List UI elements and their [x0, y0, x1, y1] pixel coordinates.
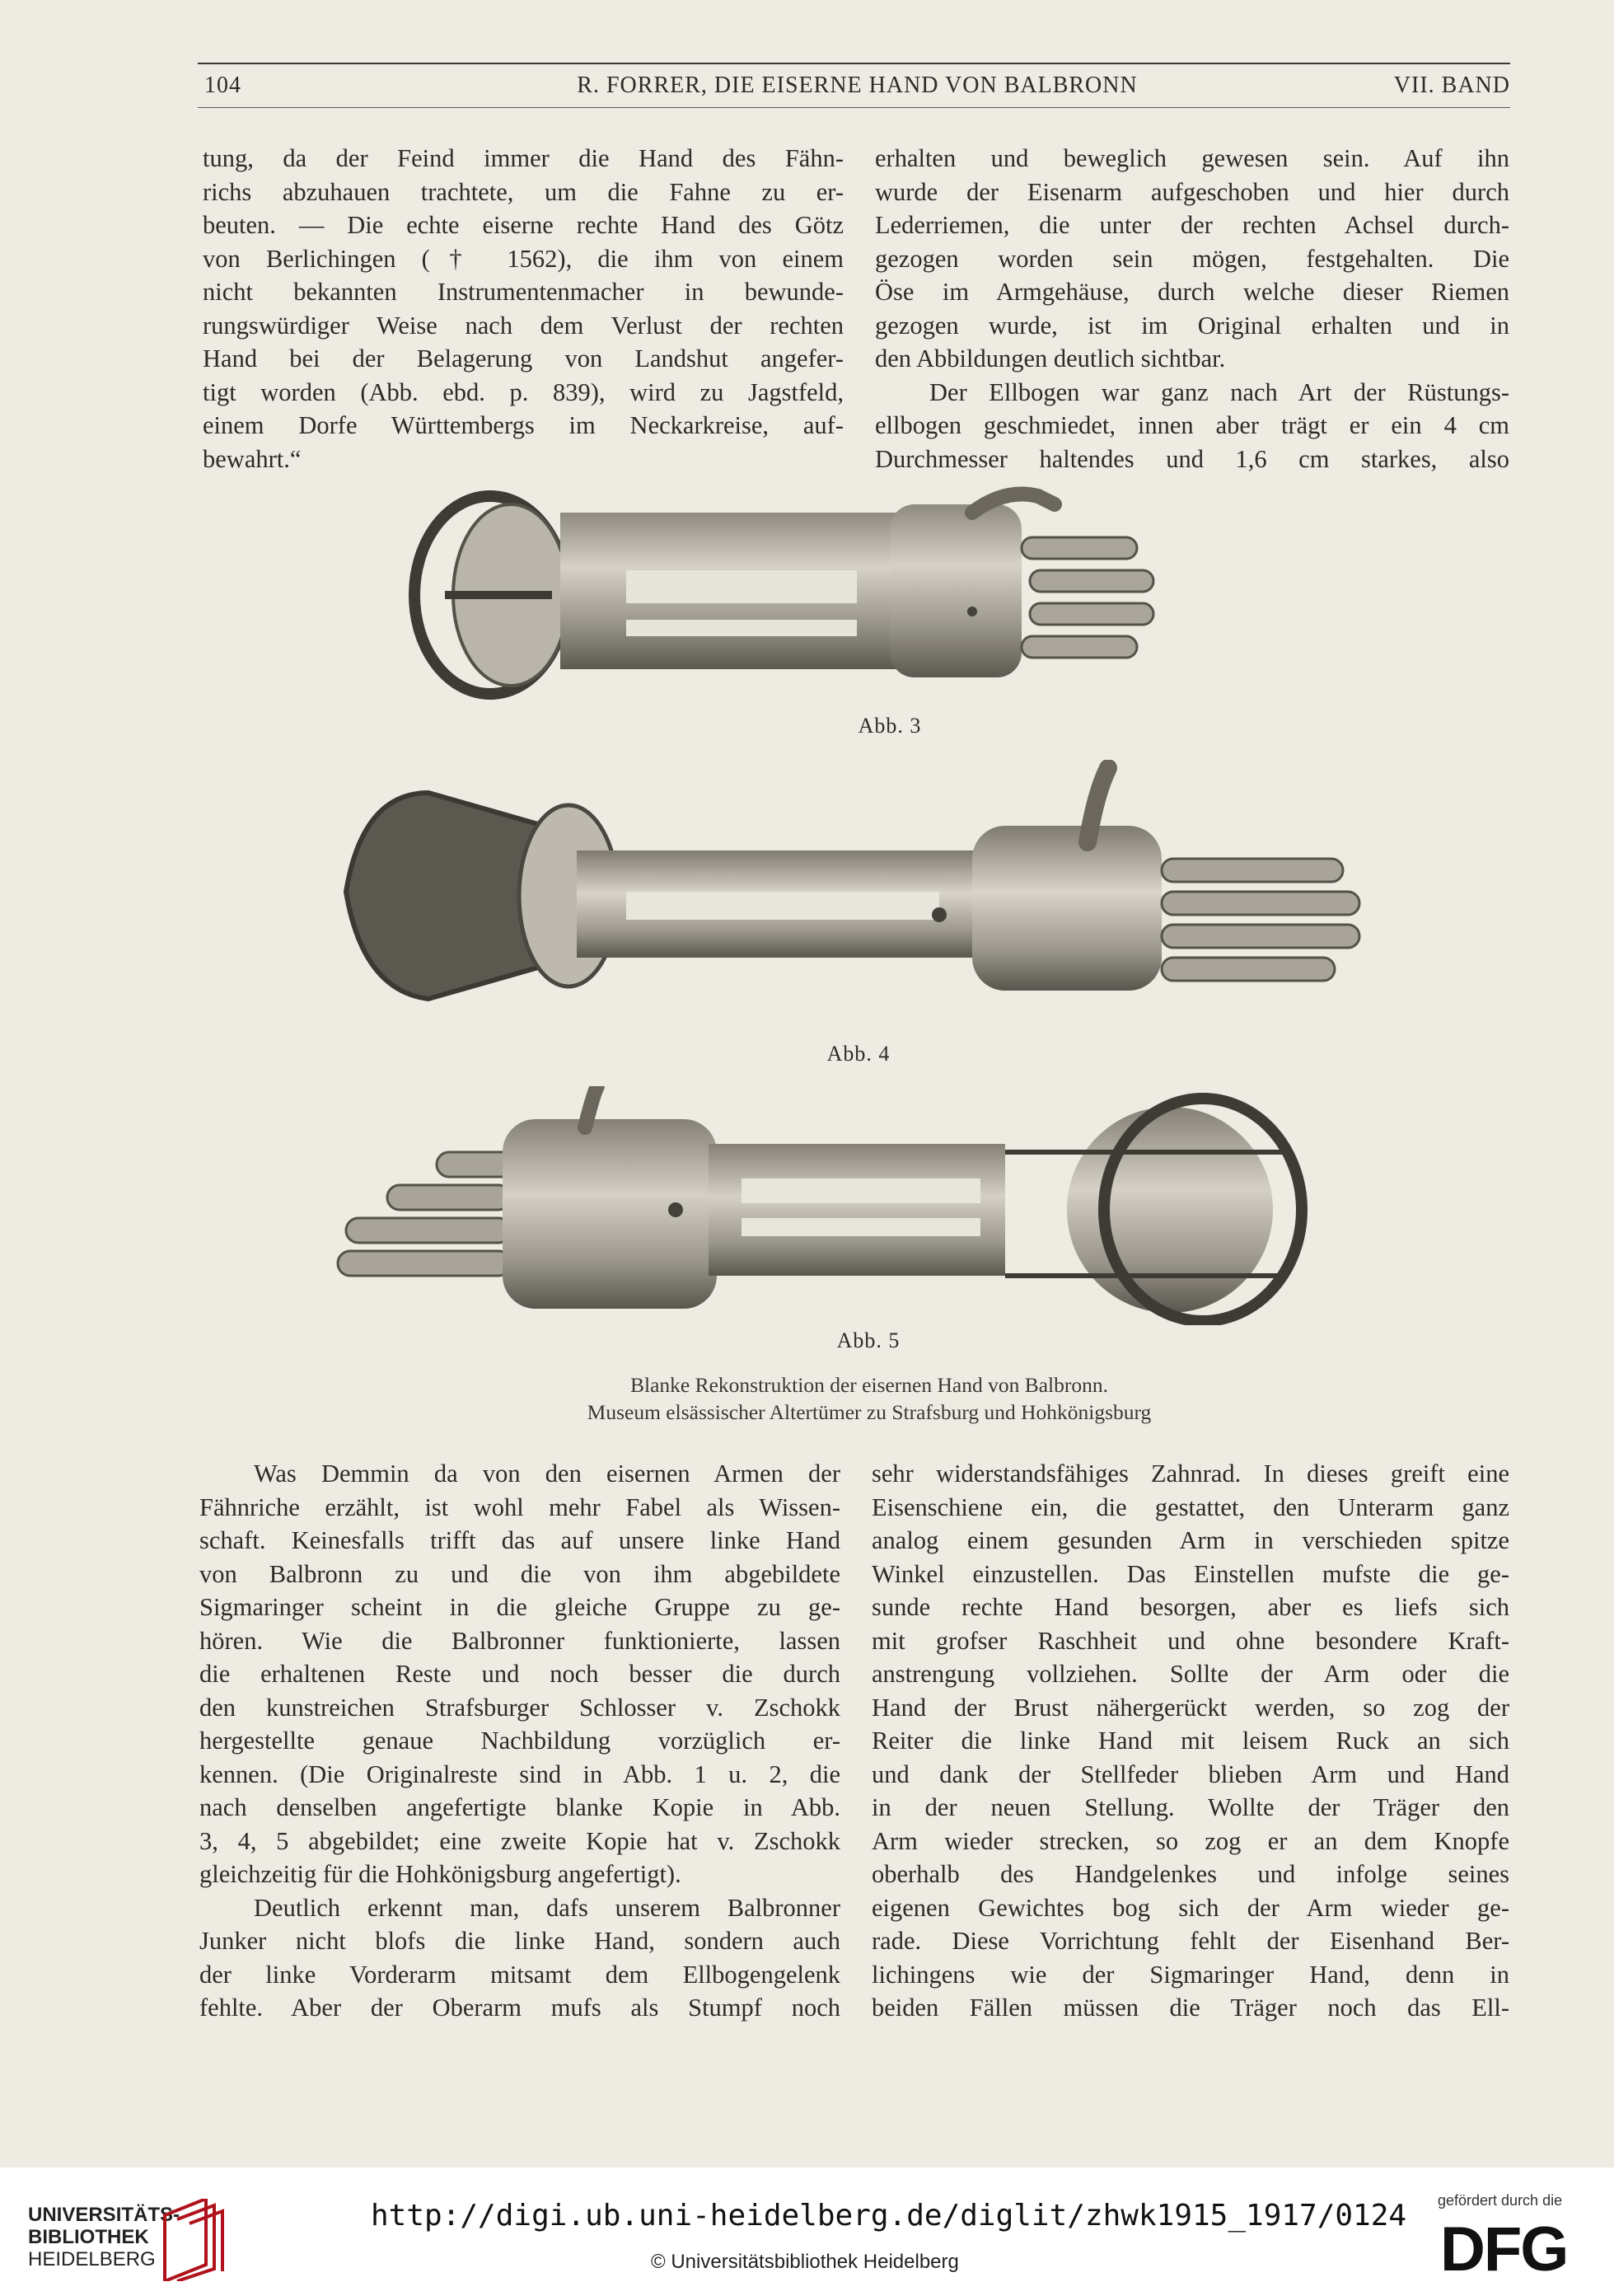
text-line: bewahrt.“	[203, 444, 302, 473]
digitization-footer	[0, 2167, 1614, 2296]
volume-label: VII. BAND	[1393, 73, 1510, 98]
text-line: gleichzeitig für die Hohkönigsburg angefertigt).	[199, 1860, 681, 1888]
text-line: richs abzuhauen trachtete, um die Fahne zu er-	[203, 177, 844, 206]
text-line: Der Ellbogen war ganz nach Art der Rüstungs-	[929, 377, 1509, 406]
text-line: gezogen worden sein mögen, festgehalten. Die	[875, 244, 1509, 273]
text-line: fehlte. Aber der Oberarm mufs als Stumpf noch	[199, 1994, 840, 2022]
text-column-top-left	[203, 142, 844, 476]
text-line: tung, da der Feind immer die Hand des Fähn-	[203, 144, 844, 172]
text-line: Winkel einzustellen. Das Einstellen mufste die ge-	[872, 1559, 1509, 1588]
text-line: tigt worden (Abb. ebd. p. 839), wird zu Jagstfeld,	[203, 377, 844, 406]
text-line: Was Demmin da von den eisernen Armen der	[254, 1460, 840, 1488]
figure-abb-5	[313, 1086, 1401, 1325]
iron-hand-illustration-3	[395, 480, 1269, 710]
text-line: beiden Fällen müssen die Träger noch das Ell-	[872, 1994, 1509, 2022]
text-line: Durchmesser haltendes und 1,6 cm starkes, also	[875, 444, 1509, 473]
text-line: schaft. Keinesfalls trifft das auf unsere linke Hand	[199, 1526, 840, 1554]
figure-label-abb-3: Abb. 3	[858, 714, 922, 738]
text-line: rungswürdiger Weise nach dem Verlust der rechten	[203, 311, 844, 340]
logo-line-3: HEIDELBERG	[28, 2248, 156, 2270]
library-logo-icon	[157, 2199, 231, 2285]
text-line: Deutlich erkennt man, dafs unserem Balbronner	[254, 1893, 840, 1922]
figure-abb-3	[395, 480, 1269, 710]
text-column-top-right	[875, 142, 1509, 476]
text-line: gezogen wurde, ist im Original erhalten und in	[875, 311, 1509, 340]
text-line: Sigmaringer scheint in die gleiche Gruppe zu ge-	[199, 1593, 840, 1621]
figure-caption	[412, 1371, 1326, 1426]
text-line: den Abbildungen deutlich sichtbar.	[875, 344, 1226, 373]
text-line: nicht bekannten Instrumentenmacher in bewunde-	[203, 278, 844, 306]
iron-hand-illustration-4	[330, 760, 1417, 1015]
text-line: Reiter die linke Hand mit leisem Ruck an sich	[872, 1727, 1509, 1755]
header-rule	[198, 63, 1510, 64]
figure-label-abb-5: Abb. 5	[836, 1328, 901, 1352]
text-line: kennen. (Die Originalreste sind in Abb. 1 u. 2, die	[199, 1759, 840, 1788]
text-line: die erhaltenen Reste und noch besser die durch	[199, 1660, 840, 1688]
text-line: lichingens wie der Sigmaringer Hand, denn in	[872, 1960, 1509, 1989]
text-line: nach denselben angefertigte blanke Kopie in Abb.	[199, 1793, 840, 1821]
text-line: anstrengung vollziehen. Sollte der Arm oder die	[872, 1660, 1509, 1688]
text-line: Lederriemen, die unter der rechten Achsel durch-	[875, 211, 1509, 239]
permalink-url[interactable]: http://digi.ub.uni-heidelberg.de/diglit/zhwk1915_1917/0124	[371, 2199, 1407, 2233]
logo-line-1: UNIVERSITÄTS-	[28, 2204, 180, 2226]
text-column-bottom-left	[199, 1457, 840, 2025]
text-line: Junker nicht blofs die linke Hand, sondern auch	[199, 1927, 840, 1955]
text-line: einem Dorfe Württembergs im Neckarkreise, auf-	[203, 411, 844, 439]
text-line: der linke Vorderarm mitsamt dem Ellbogengelenk	[199, 1960, 840, 1989]
text-column-bottom-right	[872, 1457, 1509, 2025]
figure-label-abb-4: Abb. 4	[826, 1042, 891, 1066]
text-line: ellbogen geschmiedet, innen aber trägt er ein 4 cm	[875, 411, 1509, 439]
text-line: sunde rechte Hand besorgen, aber es liefs sich	[872, 1593, 1509, 1621]
text-line: sehr widerstandsfähiges Zahnrad. In dieses greift eine	[872, 1460, 1509, 1488]
running-header	[204, 73, 1510, 105]
text-line: Hand bei der Belagerung von Landshut angefer-	[203, 344, 844, 373]
text-line: von Berlichingen († 1562), die ihm von einem	[203, 244, 844, 273]
text-line: 3, 4, 5 abgebildet; eine zweite Kopie hat v. Zschokk	[199, 1826, 840, 1855]
figure-abb-4	[330, 760, 1417, 1015]
text-line: oberhalb des Handgelenkes und infolge seines	[872, 1860, 1509, 1888]
funding-note: gefördert durch die	[1438, 2192, 1563, 2209]
text-line: Hand der Brust nähergerückt werden, so zog der	[872, 1693, 1509, 1722]
text-line: erhalten und beweglich gewesen sein. Auf ihn	[875, 144, 1509, 172]
text-line: rade. Diese Vorrichtung fehlt der Eisenhand Ber-	[872, 1927, 1509, 1955]
running-title: R. FORRER, DIE EISERNE HAND VON BALBRONN	[577, 73, 1138, 98]
text-line: eigenen Gewichtes bog sich der Arm wieder ge-	[872, 1893, 1509, 1922]
text-line: Fähnriche erzählt, ist wohl mehr Fabel als Wissen-	[199, 1492, 840, 1521]
text-line: analog einem gesunden Arm in verschieden spitze	[872, 1526, 1509, 1554]
text-line: und dank der Stellfeder blieben Arm und Hand	[872, 1759, 1509, 1788]
text-line: hören. Wie die Balbronner funktionierte, lassen	[199, 1626, 840, 1655]
text-line: in der neuen Stellung. Wollte der Träger den	[872, 1793, 1509, 1821]
dfg-logo: DFG	[1440, 2214, 1568, 2284]
text-line: mit grofser Raschheit und ohne besondere Kraft-	[872, 1626, 1509, 1655]
text-line: hergestellte genaue Nachbildung vorzüglich er-	[199, 1727, 840, 1755]
text-line: Arm wieder strecken, so zog er an dem Knopfe	[872, 1826, 1509, 1855]
copyright-notice: © Universitätsbibliothek Heidelberg	[651, 2251, 959, 2273]
iron-hand-illustration-5	[313, 1086, 1401, 1325]
text-line: den kunstreichen Strafsburger Schlosser v. Zschokk	[199, 1693, 840, 1722]
caption-line-2: Museum elsässischer Altertümer zu Strafsburg und Hohkönigsburg	[587, 1400, 1152, 1424]
text-line: von Balbronn zu und die von ihm abgebildete	[199, 1559, 840, 1588]
text-line: wurde der Eisenarm aufgeschoben und hier durch	[875, 177, 1509, 206]
text-line: Eisenschiene ein, die gestattet, den Unterarm ganz	[872, 1492, 1509, 1521]
page-number: 104	[204, 73, 241, 98]
logo-line-2: BIBLIOTHEK	[28, 2226, 149, 2248]
header-underline	[198, 107, 1510, 108]
text-line: beuten. — Die echte eiserne rechte Hand des Götz	[203, 211, 844, 239]
caption-line-1: Blanke Rekonstruktion der eisernen Hand von Balbronn.	[629, 1373, 1108, 1397]
text-line: Öse im Armgehäuse, durch welche dieser Riemen	[875, 278, 1509, 306]
